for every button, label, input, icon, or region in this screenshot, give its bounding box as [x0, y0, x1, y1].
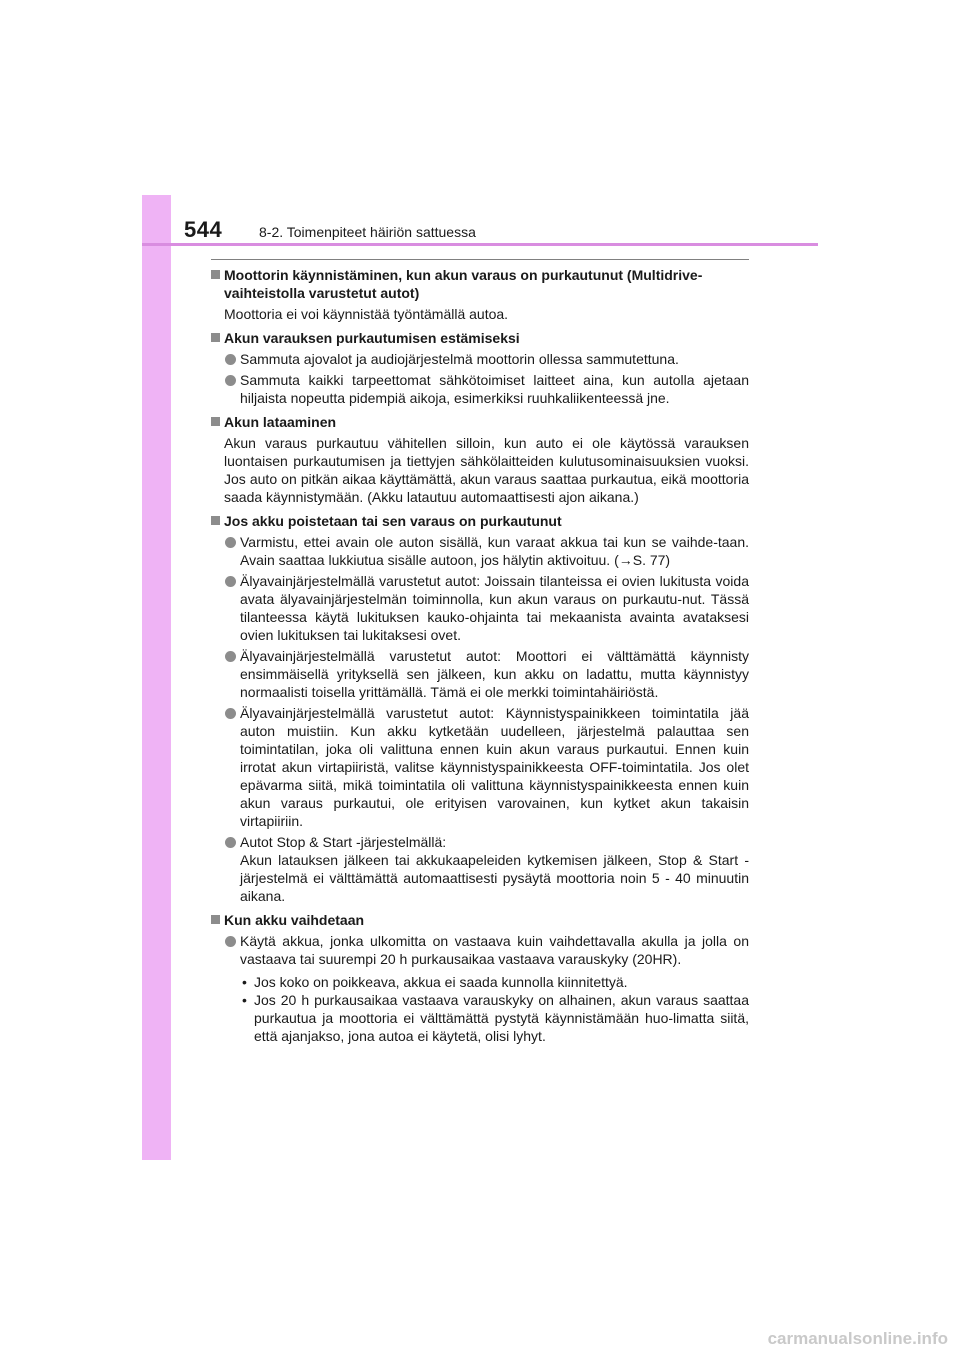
chapter-tab-bar	[142, 195, 171, 1160]
section-heading: Kun akku vaihdetaan	[211, 911, 749, 929]
square-bullet-icon	[211, 417, 220, 426]
square-bullet-icon	[211, 270, 220, 279]
section-heading: Jos akku poistetaan tai sen varaus on purkautunut	[211, 512, 749, 530]
section-heading: Akun varauksen purkautumisen estämiseksi	[211, 329, 749, 347]
circle-bullet-icon	[225, 537, 236, 548]
list-item: Älyavainjärjestelmällä varustetut autot: Käynnistyspainikkeen toimintatila jää auton muistiin. Kun akku kytketään uudelleen, järjestelmä palauttaa sen toimintatilan, joka oli valittuna ennen kuin akun varaus purkautui. Ennen kuin irrotat akun virtapiiristä, valitse käynnistyspainikkeesta OFF-toimintatila. Jos olet epävarma siitä, mikä toimintatila oli valittuna käynnistyspainikkeesta ennen kuin akun varaus purkautui, ole erityisen varovainen, kun kytket akun takaisin virtapiiriin.	[211, 704, 749, 830]
list-item: Sammuta ajovalot ja audiojärjestelmä moottorin ollessa sammutettuna.	[211, 350, 749, 368]
list-item: Sammuta kaikki tarpeettomat sähkötoimiset laitteet aina, kun autolla ajetaan hiljaista nopeutta pidempiä aikoja, esimerkiksi ruuhkaliikenteessä jne.	[211, 371, 749, 407]
square-bullet-icon	[211, 915, 220, 924]
section-title: 8-2. Toimenpiteet häiriön sattuessa	[259, 224, 476, 240]
section-heading: Moottorin käynnistäminen, kun akun varaus on purkautunut (Multidrive-vaihteistolla varustetut autot)	[211, 266, 749, 302]
circle-bullet-icon	[225, 708, 236, 719]
section-text: Akun varaus purkautuu vähitellen silloin, kun auto ei ole käytössä varauksen luontaisen purkautumisen ja tiettyjen sähkölaitteiden kulutusominaisuuksien vuoksi. Jos auto on pitkän aikaa käyttämättä, akun varaus saattaa purkautua, eikä moottoria saada käynnistymään. (Akku latautuu automaattisesti ajon aikana.)	[224, 435, 749, 505]
list-item: Älyavainjärjestelmällä varustetut autot: Moottori ei välttämättä käynnisty ensimmäisellä yrityksellä sen jälkeen, kun akku on ladattu, mutta käynnistyy normaalisti toisella yrittämällä. Tämä ei ole merkki toimintahäiriöstä.	[211, 647, 749, 701]
circle-bullet-icon	[225, 354, 236, 365]
circle-bullet-icon	[225, 936, 236, 947]
list-item: Autot Stop & Start -järjestelmällä: Akun latauksen jälkeen tai akkukaapeleiden kytkemisen jälkeen, Stop & Start -järjestelmä ei välttämättä automaattisesti pysäytä moottoria noin 5 - 40 minuutin aikana.	[211, 833, 749, 905]
page-content	[211, 266, 749, 1045]
list-item: Varmistu, ettei avain ole auton sisällä, kun varaat akkua tai kun se vaihde-taan. Avain saattaa lukkiutua sisälle autoon, jos hälytin aktivoituu. (→S. 77)	[211, 533, 749, 569]
sub-list-item: • Jos koko on poikkeava, akkua ei saada kunnolla kiinnitettyä.	[242, 974, 628, 990]
content-top-rule	[211, 259, 749, 260]
circle-bullet-icon	[225, 837, 236, 848]
list-item: Älyavainjärjestelmällä varustetut autot: Joissain tilanteissa ei ovien lukitusta voida avata älyavainjärjestelmän toiminnolla, kun akun varaus on purkautu-nut. Tässä tilanteessa käytä lukituksen kauko-ohjainta tai mekaanista avainta avataksesi ovien lukituksen tai lukitaksesi ovet.	[211, 572, 749, 644]
section-heading: Akun lataaminen	[211, 413, 749, 431]
dot-bullet-icon: •	[242, 974, 247, 990]
section-text: Moottoria ei voi käynnistää työntämällä autoa.	[224, 306, 509, 322]
page-number: 544	[184, 217, 223, 242]
dot-bullet-icon: •	[242, 992, 247, 1008]
header-rule	[142, 243, 818, 246]
sub-list-item: • Jos 20 h purkausaikaa vastaava varauskyky on alhainen, akun varaus saattaa purkautua ja moottoria ei välttämättä pystytä käynnistämään huo-limatta siitä, että ajanjakso, jona autoa ei käytetä, olisi lyhyt.	[242, 992, 749, 1044]
circle-bullet-icon	[225, 651, 236, 662]
square-bullet-icon	[211, 516, 220, 525]
circle-bullet-icon	[225, 375, 236, 386]
square-bullet-icon	[211, 333, 220, 342]
list-item: Käytä akkua, jonka ulkomitta on vastaava kuin vaihdettavalla akulla ja jolla on vastaava tai suurempi 20 h purkausaikaa vastaava varauskyky (20HR).	[211, 932, 749, 968]
circle-bullet-icon	[225, 576, 236, 587]
watermark-url: carmanualsonline.info	[767, 1329, 948, 1348]
